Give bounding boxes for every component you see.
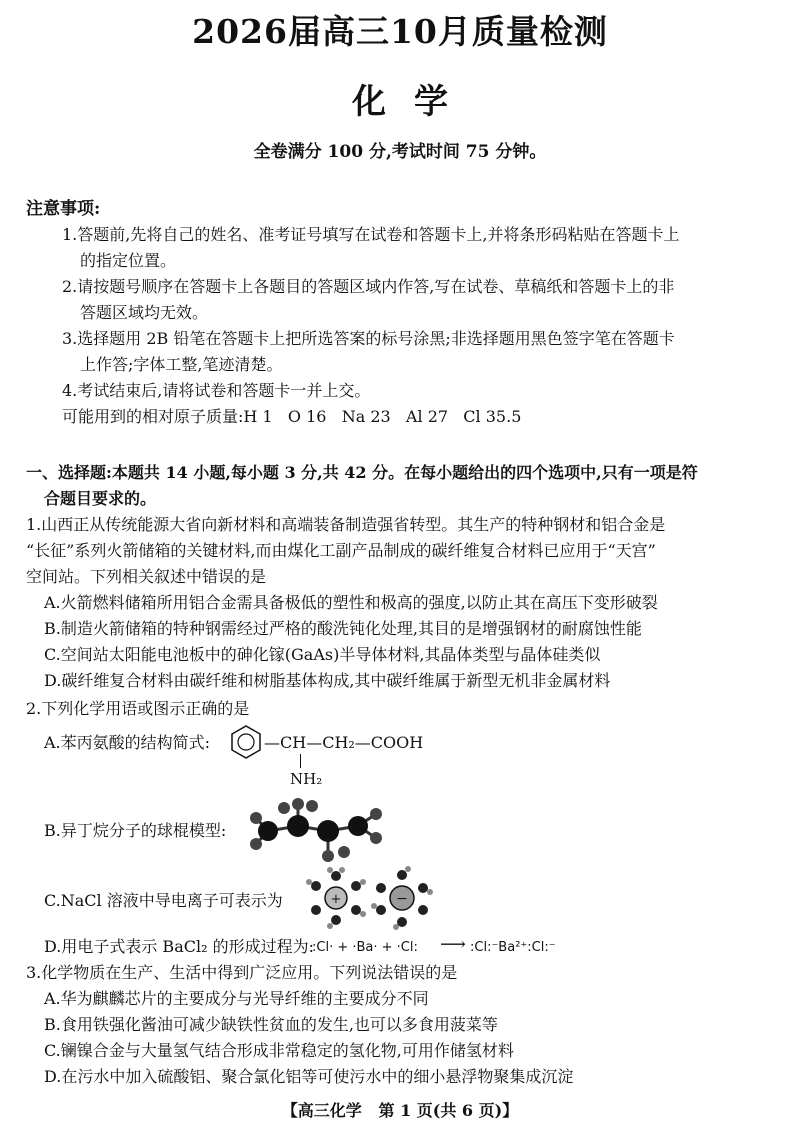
q2-option-b-label: B.异丁烷分子的球棍模型:	[44, 821, 227, 840]
section-heading-cont: 合题目要求的。	[44, 489, 157, 508]
q2-option-a-formula: —CH—CH₂—COOH	[264, 733, 424, 752]
bond-line	[300, 754, 301, 768]
score-info: 全卷满分 100 分,考试时间 75 分钟。	[253, 142, 547, 162]
notice-line: 1.答题前,先将自己的姓名、准考证号填写在试卷和答题卡上,并将条形码粘贴在答题卡上	[62, 225, 680, 244]
q3-option-d: D.在污水中加入硫酸铝、聚合氯化铝等可使污水中的细小悬浮物聚集成沉淀	[44, 1067, 574, 1086]
notice-line: 2.请按题号顺序在答题卡上各题目的答题区域内作答,写在试卷、草稿纸和答题卡上的非	[62, 277, 675, 296]
notice-line: 4.考试结束后,请将试卷和答题卡一并上交。	[62, 381, 371, 400]
atomic-masses: 可能用到的相对原子质量:H 1 O 16 Na 23 Al 27 Cl 35.5	[62, 407, 522, 426]
q2-stem: 2.下列化学用语或图示正确的是	[26, 699, 250, 718]
q1-stem-line: 1.山西正从传统能源大省向新材料和高端装备制造强省转型。其生产的特种钢材和铝合金是	[26, 515, 666, 534]
notice-line: 3.选择题用 2B 铅笔在答题卡上把所选答案的标号涂黑;非选择题用黑色签字笔在答题卡	[62, 329, 675, 348]
q1-option-c: C.空间站太阳能电池板中的砷化镓(GaAs)半导体材料,其晶体类型与晶体硅类似	[44, 645, 601, 664]
notice-heading: 注意事项:	[26, 199, 101, 219]
q1-stem-line: 空间站。下列相关叙述中错误的是	[26, 567, 267, 586]
q3-option-c: C.镧镍合金与大量氢气结合形成非常稳定的氢化物,可用作储氢材料	[44, 1041, 514, 1060]
q2-option-c-label: C.NaCl 溶液中导电离子可表示为	[44, 891, 283, 910]
q1-option-a: A.火箭燃料储箱所用铝合金需具备极低的塑性和极高的强度,以防止其在高压下变形破裂	[44, 593, 658, 612]
notice-line: 答题区域均无效。	[80, 303, 209, 322]
q2-option-d-product: :Cl:⁻Ba²⁺:Cl:⁻	[470, 940, 556, 955]
q2-option-a-label: A.苯丙氨酸的结构简式:	[44, 733, 211, 752]
hydrated-ions-icon	[306, 866, 436, 930]
benzene-ring-icon	[228, 722, 264, 762]
q2-option-d-reactants: :Cl· + ·Ba· + ·Cl:	[312, 940, 418, 955]
page-footer: 【高三化学 第 1 页(共 6 页)】	[281, 1101, 519, 1120]
q3-option-b: B.食用铁强化酱油可减少缺铁性贫血的发生,也可以多食用菠菜等	[44, 1015, 498, 1034]
isobutane-model-icon	[248, 796, 388, 866]
subject-title: 化学	[352, 82, 476, 122]
reaction-arrow-icon: ⟶	[440, 934, 466, 955]
svg-text:−: −	[396, 891, 408, 907]
notice-line: 上作答;字体工整,笔迹清楚。	[80, 355, 283, 374]
q2-option-d-label: D.用电子式表示 BaCl₂ 的形成过程为:	[44, 937, 314, 956]
q1-option-d: D.碳纤维复合材料由碳纤维和树脂基体构成,其中碳纤维属于新型无机非金属材料	[44, 671, 611, 690]
q1-option-b: B.制造火箭储箱的特种钢需经过严格的酸洗钝化处理,其目的是增强钢材的耐腐蚀性能	[44, 619, 642, 638]
notice-line: 的指定位置。	[80, 251, 177, 270]
q2-option-a-nh2: NH₂	[290, 770, 323, 788]
section-heading: 一、选择题:本题共 14 小题,每小题 3 分,共 42 分。在每小题给出的四个选项中,只有一项是符	[26, 463, 698, 482]
svg-text:+: +	[330, 892, 342, 907]
exam-title: 2026届高三10月质量检测	[192, 12, 608, 51]
q1-stem-line: “长征”系列火箭储箱的关键材料,而由煤化工副产品制成的碳纤维复合材料已应用于“天宫”	[26, 541, 656, 560]
q3-stem: 3.化学物质在生产、生活中得到广泛应用。下列说法错误的是	[26, 963, 458, 982]
q3-option-a: A.华为麒麟芯片的主要成分与光导纤维的主要成分不同	[44, 989, 429, 1008]
